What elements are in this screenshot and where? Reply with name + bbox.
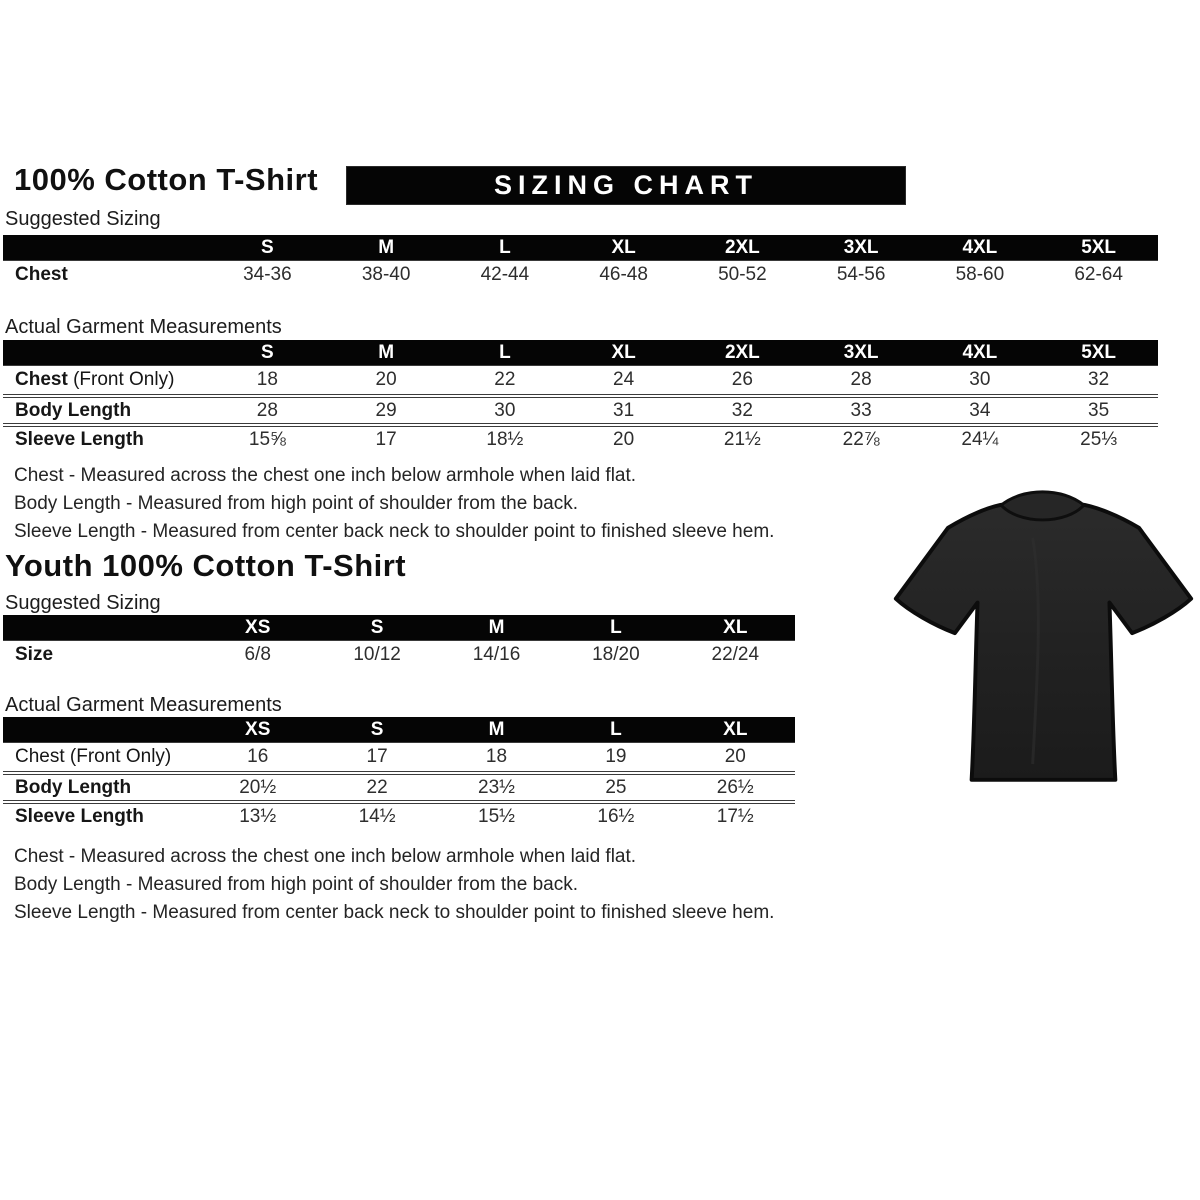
column-header: M xyxy=(378,342,395,363)
cell: 58-60 xyxy=(955,264,1005,285)
cell: 6/8 xyxy=(244,644,271,665)
cell: 22/24 xyxy=(711,644,760,665)
cell: 16½ xyxy=(597,805,635,827)
cell: 29 xyxy=(375,399,397,421)
row-label-suffix: (Front Only) xyxy=(67,368,175,390)
cell: 17 xyxy=(366,745,388,767)
cell: 18/20 xyxy=(592,644,640,665)
note-body-length: Body Length - Measured from high point of shoulder from the back. xyxy=(14,493,578,514)
table-row-size xyxy=(3,640,795,670)
cell: 28 xyxy=(256,399,278,421)
cell: 20½ xyxy=(239,776,277,798)
row-label: Body Length xyxy=(15,399,132,421)
cell: 23½ xyxy=(478,776,515,798)
cell: 28 xyxy=(850,368,872,390)
youth-suggested-sizing-table xyxy=(3,615,795,670)
table-row-body-length xyxy=(3,394,1158,423)
cell: 24¼ xyxy=(961,428,999,450)
column-header: 4XL xyxy=(962,237,998,258)
cell: 24 xyxy=(613,368,635,390)
column-header: M xyxy=(488,617,505,638)
row-label: Body Length xyxy=(15,776,132,798)
cell: 50-52 xyxy=(718,264,767,285)
cell: 26 xyxy=(731,368,753,390)
cell: 14/16 xyxy=(472,644,521,665)
cell: 22 xyxy=(494,368,516,390)
column-header: S xyxy=(261,342,274,363)
suggested-sizing-label-adult: Suggested Sizing xyxy=(5,208,161,230)
table-row-body-length xyxy=(3,771,795,800)
note-sleeve-length: Sleeve Length - Measured from center back neck to shoulder point to finished sleeve hem. xyxy=(14,902,775,923)
row-label-main: Chest xyxy=(15,368,68,390)
measurement-notes-youth xyxy=(14,843,774,927)
column-header: XL xyxy=(611,237,636,258)
cell: 54-56 xyxy=(836,264,886,285)
cell: 62-64 xyxy=(1074,264,1123,285)
actual-measurements-label-youth: Actual Garment Measurements xyxy=(5,694,282,716)
table-header-row xyxy=(3,235,1158,260)
measurement-notes-adult xyxy=(14,462,774,546)
sizing-chart-banner: SIZING CHART xyxy=(346,166,906,205)
cell: 25⅓ xyxy=(1080,428,1118,450)
cell: 18 xyxy=(485,745,508,767)
row-label: Chest xyxy=(15,264,68,285)
black-tshirt-image xyxy=(885,476,1200,806)
row-label: Sleeve Length xyxy=(15,428,144,450)
column-header: 3XL xyxy=(843,237,879,258)
column-header: XL xyxy=(611,342,636,363)
column-header: S xyxy=(261,237,274,258)
note-sleeve-length: Sleeve Length - Measured from center back neck to shoulder point to finished sleeve hem. xyxy=(14,521,775,542)
suggested-sizing-label-youth: Suggested Sizing xyxy=(5,592,161,614)
youth-measurements-table xyxy=(3,717,795,829)
cell: 25 xyxy=(605,776,627,798)
row-label: Sleeve Length xyxy=(15,805,144,827)
cell: 31 xyxy=(613,399,635,421)
cell: 46-48 xyxy=(599,264,648,285)
cell: 19 xyxy=(605,745,627,767)
note-body-length: Body Length - Measured from high point of shoulder from the back. xyxy=(14,874,578,895)
cell: 26½ xyxy=(716,776,754,798)
table-row-sleeve-length xyxy=(3,423,1158,452)
column-header: M xyxy=(488,719,505,740)
column-header: 2XL xyxy=(724,342,760,363)
row-label: Size xyxy=(15,644,54,665)
cell: 34 xyxy=(969,399,991,421)
cell: 18 xyxy=(256,368,278,390)
column-header: L xyxy=(610,719,622,740)
column-header: XL xyxy=(723,617,748,638)
table-row-chest xyxy=(3,742,795,771)
column-header: XL xyxy=(723,719,748,740)
cell: 14½ xyxy=(358,805,396,827)
note-chest: Chest - Measured across the chest one inch below armhole when laid flat. xyxy=(14,846,637,867)
cell: 22 xyxy=(366,776,388,798)
cell: 38-40 xyxy=(361,264,411,285)
table-header-row xyxy=(3,340,1158,365)
cell: 13½ xyxy=(239,805,277,827)
note-chest: Chest - Measured across the chest one inch below armhole when laid flat. xyxy=(14,465,637,486)
cell: 15⅝ xyxy=(248,428,286,450)
table-header-row xyxy=(3,717,795,742)
cell: 22⅞ xyxy=(842,428,880,450)
cell: 20 xyxy=(375,368,397,390)
column-header: M xyxy=(378,237,395,258)
cell: 34-36 xyxy=(243,264,292,285)
table-row-sleeve-length xyxy=(3,800,795,829)
tshirt-silhouette xyxy=(896,504,1191,780)
column-header: XS xyxy=(245,617,271,638)
cell: 20 xyxy=(613,428,635,450)
column-header: L xyxy=(499,342,511,363)
table-header-row xyxy=(3,615,795,640)
cell: 33 xyxy=(850,399,872,421)
column-header: 2XL xyxy=(724,237,760,258)
cell: 30 xyxy=(494,399,516,421)
column-header: 3XL xyxy=(843,342,879,363)
youth-title: Youth 100% Cotton T-Shirt xyxy=(5,548,407,583)
cell: 32 xyxy=(731,399,753,421)
row-label: Chest (Front Only) xyxy=(15,745,172,767)
cell: 15½ xyxy=(478,805,515,827)
cell: 32 xyxy=(1088,368,1110,390)
cell: 16 xyxy=(247,745,269,767)
cell: 17½ xyxy=(716,805,754,827)
column-header: L xyxy=(499,237,511,258)
table-row-chest xyxy=(3,365,1158,394)
cell: 18½ xyxy=(486,428,524,450)
table-row xyxy=(3,260,1158,290)
column-header: L xyxy=(610,617,622,638)
column-header: 5XL xyxy=(1081,342,1117,363)
cell: 10/12 xyxy=(353,644,401,665)
column-header: S xyxy=(370,719,384,740)
adult-measurements-table xyxy=(3,340,1158,452)
column-header: XS xyxy=(245,719,271,740)
page-title: 100% Cotton T-Shirt xyxy=(14,162,319,197)
column-header: 4XL xyxy=(962,342,998,363)
cell: 42-44 xyxy=(480,264,530,285)
cell: 20 xyxy=(724,745,746,767)
column-header: S xyxy=(370,617,384,638)
cell: 30 xyxy=(969,368,991,390)
column-header: 5XL xyxy=(1081,237,1117,258)
adult-suggested-sizing-table xyxy=(3,235,1158,290)
cell: 35 xyxy=(1088,399,1110,421)
cell: 17 xyxy=(375,428,397,450)
cell: 21½ xyxy=(723,428,761,450)
actual-measurements-label-adult: Actual Garment Measurements xyxy=(5,316,282,338)
row-label xyxy=(3,369,208,391)
